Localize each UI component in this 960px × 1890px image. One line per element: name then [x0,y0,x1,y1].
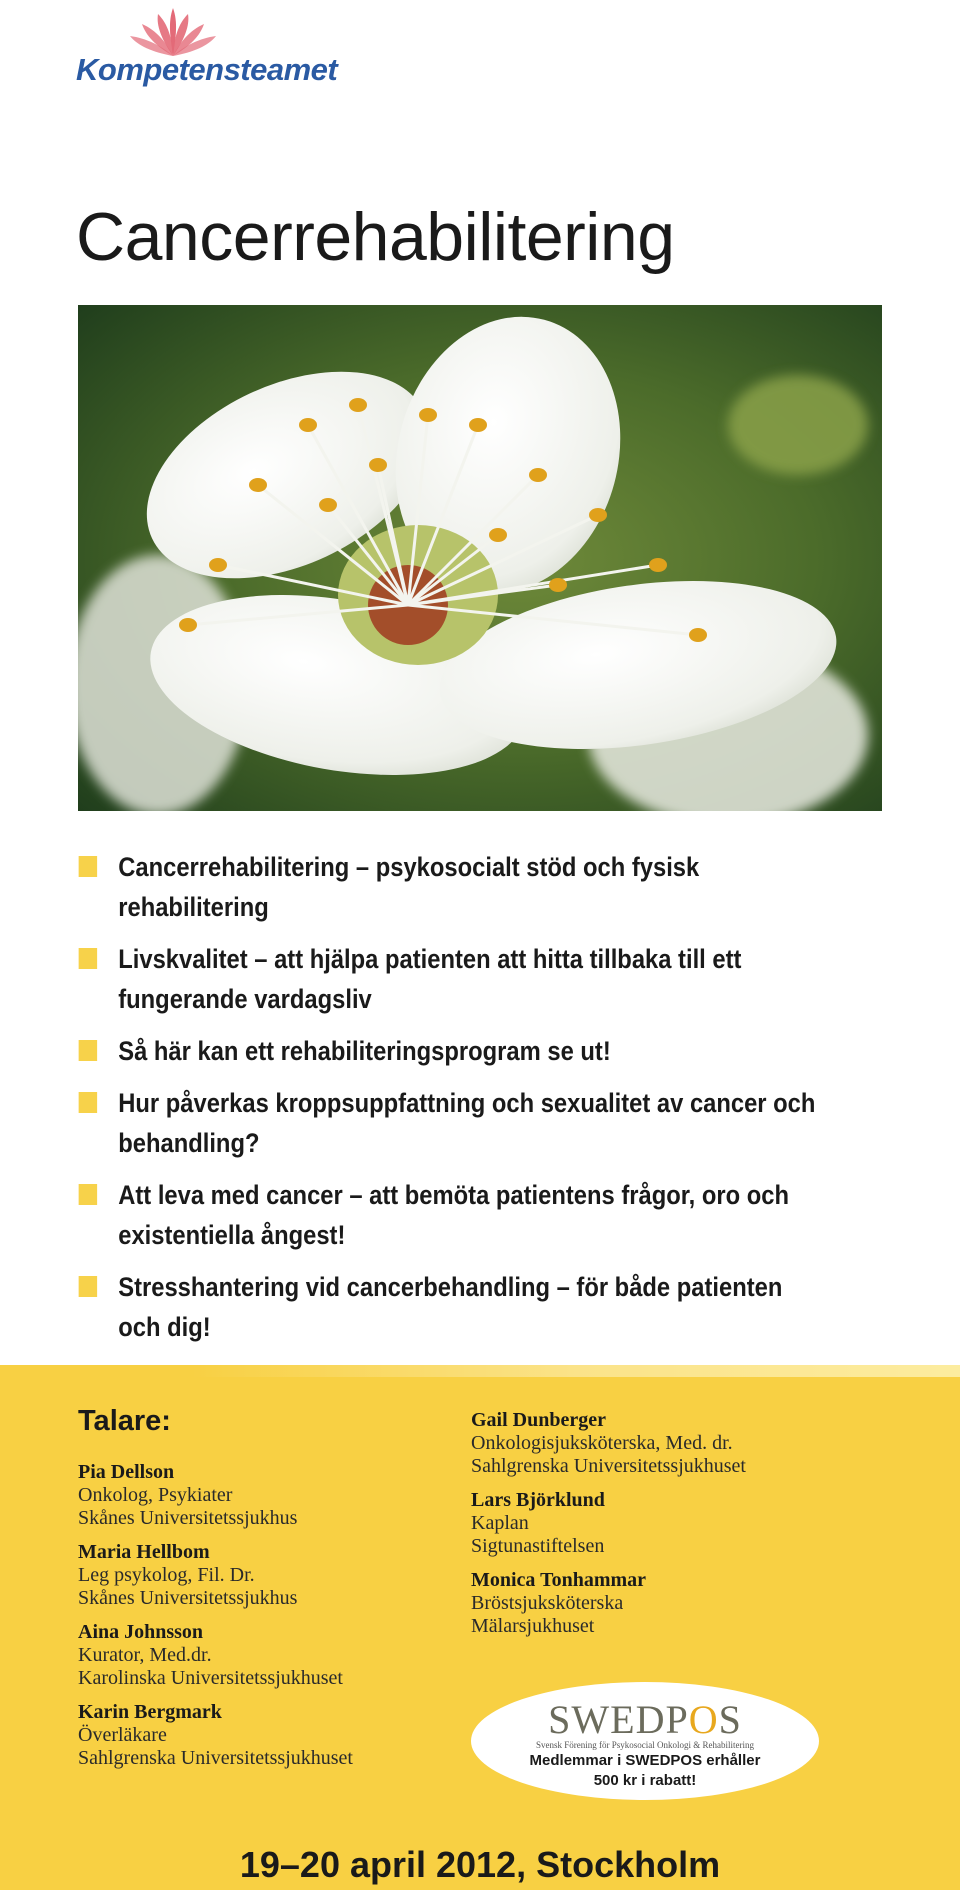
kompetensteamet-logo [76,6,336,90]
bullet-line: Hur påverkas kroppsuppfattning och sexualitet av cancer och [118,1088,816,1118]
bullet-line: fungerande vardagsliv [118,984,372,1014]
list-item [76,1267,937,1347]
speaker-name: Aina Johnsson [78,1621,204,1643]
speaker-org: Skånes Universitetssjukhus [78,1587,298,1609]
speaker-name: Gail Dunberger [471,1409,606,1431]
speakers-right-column [471,1409,746,1649]
flower-photo [78,305,882,811]
bullet-line: behandling? [118,1128,260,1158]
page-title: Cancerrehabilitering [76,199,675,275]
speaker-role: Kurator, Med.dr. [78,1644,212,1666]
speaker-role: Överläkare [78,1724,167,1746]
bullet-line: rehabilitering [118,892,269,922]
speaker-org: Sahlgrenska Universitetssjukhuset [78,1747,353,1769]
discount-text: Medlemmar i SWEDPOS erhåller [529,1752,761,1769]
bullet-line: Stresshantering vid cancerbehandling – för både patienten [118,1272,783,1302]
speaker [78,1701,353,1770]
speaker-org: Sigtunastiftelsen [471,1535,605,1557]
speaker-name: Lars Björklund [471,1489,605,1511]
speaker-org: Mälarsjukhuset [471,1615,595,1637]
speaker-role: Leg psykolog, Fil. Dr. [78,1564,255,1586]
speaker [471,1489,746,1558]
bullet-line: Att leva med cancer – att bemöta patientens frågor, oro och [118,1180,789,1210]
bullet-line: Så här kan ett rehabiliteringsprogram se ut! [118,1036,611,1066]
logo-wordmark: Kompetensteamet [76,52,338,87]
swedpos-logo-part: S [718,1697,742,1742]
swedpos-subtitle: Svensk Förening för Psykosocial Onkologi & Rehabilitering [536,1740,754,1750]
swedpos-logo-o: O [688,1697,719,1742]
list-item [76,1031,937,1071]
topic-list [76,847,896,1359]
speaker [471,1569,746,1638]
list-item [76,847,937,927]
speaker [78,1621,353,1690]
list-item [76,1175,937,1255]
speaker [78,1461,353,1530]
event-date: 19–20 april 2012, Stockholm [239,1844,721,1885]
speaker-role: Onkologisjuksköterska, Med. dr. [471,1432,733,1454]
bullet-line: och dig! [118,1312,211,1342]
speaker [471,1409,746,1478]
bullet-line: Cancerrehabilitering – psykosocialt stöd och fysisk [118,852,700,882]
speaker-role: Kaplan [471,1512,529,1534]
bullet-square-icon [79,856,97,877]
swedpos-logo-part: SWEDP [548,1697,689,1742]
flower-image [78,305,882,811]
lotus-icon [118,6,228,58]
swedpos-logo [471,1696,819,1743]
list-item [76,1083,937,1163]
bullet-line: Livskvalitet – att hjälpa patienten att hitta tillbaka till ett [118,944,742,974]
bullet-square-icon [79,948,97,969]
bullet-square-icon [79,1276,97,1297]
speaker-name: Karin Bergmark [78,1701,222,1723]
discount-amount: 500 kr i rabatt! [593,1772,697,1789]
speaker-org: Sahlgrenska Universitetssjukhuset [471,1455,746,1477]
speaker-name: Pia Dellson [78,1461,175,1483]
bullet-line: existentiella ångest! [118,1220,346,1250]
bullet-square-icon [79,1040,97,1061]
band-highlight [0,1365,960,1377]
speaker-role: Onkolog, Psykiater [78,1484,233,1506]
speaker-role: Bröstsjuksköterska [471,1592,624,1614]
speaker-name: Maria Hellbom [78,1541,210,1563]
swedpos-badge [471,1682,819,1800]
speakers-left-column [78,1461,353,1781]
speaker-name: Monica Tonhammar [471,1569,647,1591]
bullet-square-icon [79,1092,97,1113]
speakers-heading: Talare: [78,1405,171,1437]
speaker-org: Karolinska Universitetssjukhuset [78,1667,343,1689]
speaker [78,1541,353,1610]
list-item [76,939,937,1019]
bullet-square-icon [79,1184,97,1205]
speaker-org: Skånes Universitetssjukhus [78,1507,298,1529]
